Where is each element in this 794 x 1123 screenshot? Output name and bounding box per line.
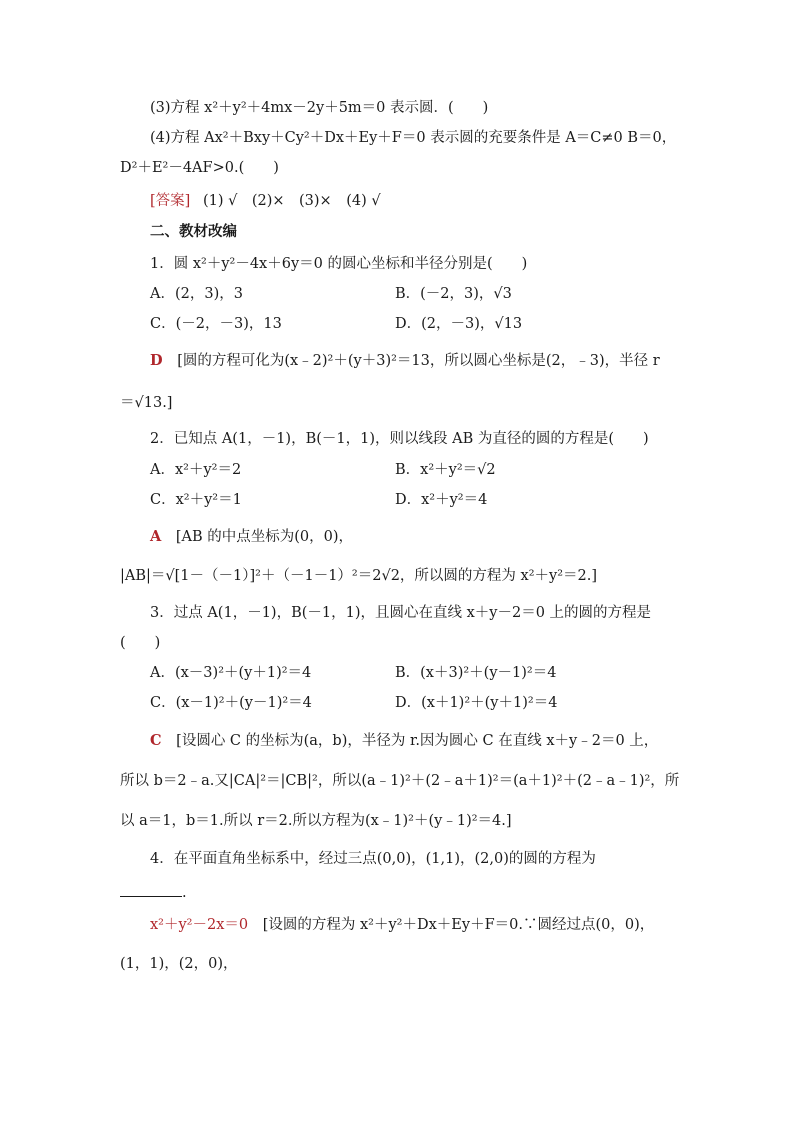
q4-answer-blank: [120, 882, 182, 897]
q1-answer: D: [150, 352, 163, 369]
statement-3: (3)方程 x²＋y²＋4mx－2y＋5m＝0 表示圆．( ): [150, 100, 489, 116]
q1-explanation-line2: ＝√13.]: [120, 395, 173, 411]
q1-stem: 1．圆 x²＋y²－4x＋6y＝0 的圆心坐标和半径分别是( ): [150, 256, 528, 272]
q3-explanation-line2: 所以 b＝2﹣a.又|CA|²＝|CB|²，所以(a﹣1)²＋(2﹣a＋1)²＝(a＋1)²＋(2﹣a﹣1)²，所: [120, 773, 680, 789]
q4-explanation-line2: (1，1)，(2，0)，: [120, 956, 238, 972]
q2-option-d: D．x²＋y²＝4: [395, 492, 488, 508]
q4-explanation-line1: x²＋y²－2x＝0 [设圆的方程为 x²＋y²＋Dx＋Ey＋F＝0.∵圆经过点(0，0)，: [150, 917, 655, 933]
q2-option-c: C．x²＋y²＝1: [150, 492, 242, 508]
q3-option-c: C．(x－1)²＋(y－1)²＝4: [150, 695, 312, 711]
section-heading: 二、教材改编: [150, 223, 237, 240]
q3-option-a: A．(x－3)²＋(y＋1)²＝4: [150, 665, 312, 681]
q3-explanation-line3: 以 a＝1，b＝1.所以 r＝2.所以方程为(x﹣1)²＋(y﹣1)²＝4.]: [120, 813, 512, 829]
q3-option-d: D．(x＋1)²＋(y＋1)²＝4: [395, 695, 558, 711]
q3-answer: C: [150, 732, 162, 749]
q1-option-c: C．(－2，－3)，13: [150, 316, 282, 332]
q3-stem-line2: ( ): [120, 635, 161, 651]
statement-4-line2: D²＋E²－4AF>0.( ): [120, 160, 279, 176]
q4-answer: x²＋y²－2x＝0: [150, 917, 249, 933]
q1-option-b: B．(－2，3)，√3: [395, 286, 512, 302]
q4-blank-line: .: [120, 882, 187, 903]
q3-option-b: B．(x＋3)²＋(y－1)²＝4: [395, 665, 557, 681]
q3-stem-line1: 3．过点 A(1，－1)，B(－1，1)，且圆心在直线 x＋y－2＝0 上的圆的方程是: [150, 605, 652, 621]
q1-explanation-line1: D [圆的方程可化为(x﹣2)²＋(y＋3)²＝13，所以圆心坐标是(2，﹣3)，半径 r: [150, 352, 660, 369]
q4-stem: 4．在平面直角坐标系中，经过三点(0,0)，(1,1)，(2,0)的圆的方程为: [150, 851, 596, 867]
q2-answer: A: [150, 528, 162, 545]
q2-option-a: A．x²＋y²＝2: [150, 462, 242, 478]
q1-option-d: D．(2，－3)，√13: [395, 316, 523, 332]
q2-explanation-line1: A [AB 的中点坐标为(0，0)，: [150, 528, 354, 545]
answer-line: [150, 191, 381, 211]
q1-option-a: A．(2，3)，3: [150, 286, 243, 302]
q2-option-b: B．x²＋y²＝√2: [395, 462, 496, 478]
answer-tag: [答案]: [150, 193, 191, 209]
statement-4-line1: (4)方程 Ax²＋Bxy＋Cy²＋Dx＋Ey＋F＝0 表示圆的充要条件是 A＝C≠0 B＝0，: [150, 130, 677, 146]
q2-stem: 2．已知点 A(1，－1)，B(－1，1)，则以线段 AB 为直径的圆的方程是( ): [150, 431, 649, 447]
answer-text: (1) √ (2)× (3)× (4) √: [202, 193, 381, 209]
q2-explanation-line2: |AB|＝√[1－（－1）]²＋（－1－1）²＝2√2，所以圆的方程为 x²＋y²＝2.]: [120, 568, 598, 584]
q3-explanation-line1: C [设圆心 C 的坐标为(a，b)，半径为 r.因为圆心 C 在直线 x＋y﹣2＝0 上，: [150, 732, 659, 749]
